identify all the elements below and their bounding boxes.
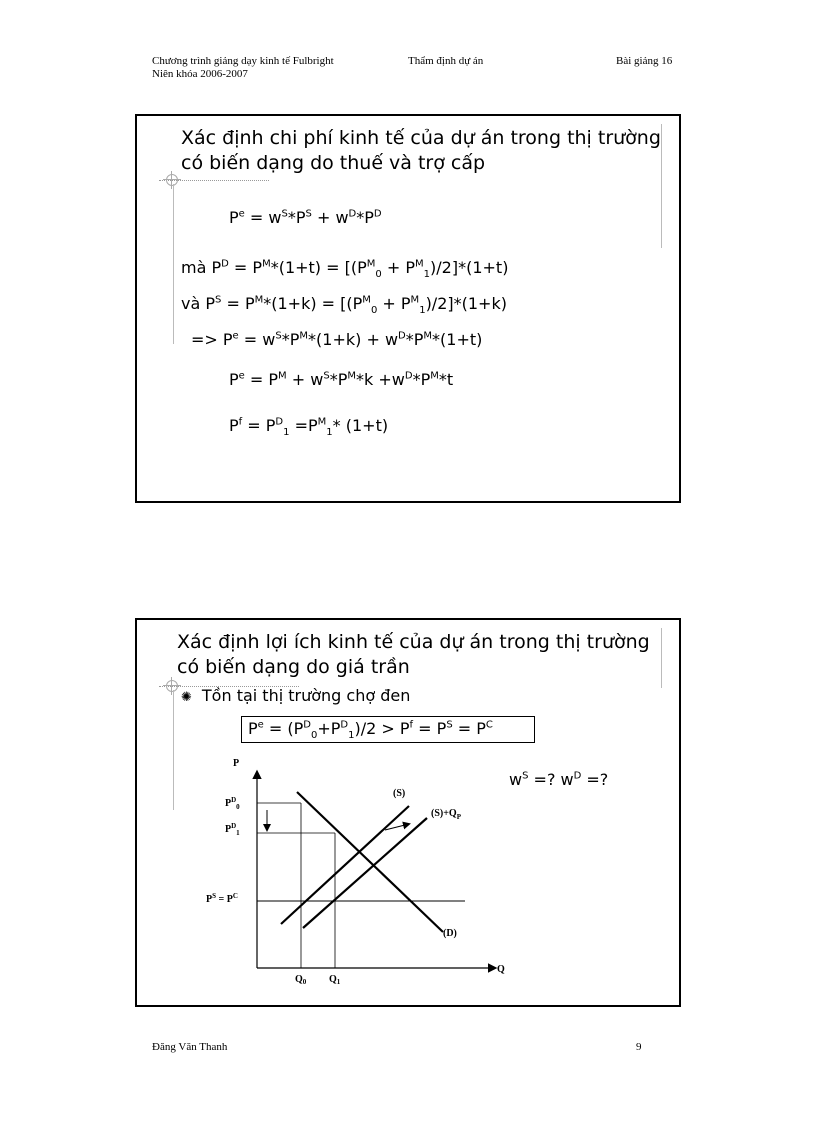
y-axis-label: P xyxy=(233,758,240,769)
page-number: 9 xyxy=(636,1041,642,1053)
weights-question: $w^S$ =? $w^D$ =? xyxy=(509,770,609,789)
slide-1-title xyxy=(181,126,661,176)
supply-curve xyxy=(281,806,409,924)
q0-label: $Q_0$ xyxy=(295,974,307,986)
equation-pe: $P^e = w^S*P^S + w^D*P^D$ xyxy=(229,208,382,227)
header-lecture: Bài giảng 16 xyxy=(616,55,673,67)
supply-shifted-curve xyxy=(303,818,427,928)
title-line: có biến dạng do thuế và trợ cấp xyxy=(181,152,486,174)
title-line: Xác định chi phí kinh tế của dự án trong thị trường xyxy=(181,127,661,149)
demand-label: (D) xyxy=(443,928,457,939)
crosshair-icon xyxy=(166,174,178,186)
equation-ps: và $P^S = P^M*(1+k) = [(P^M_0 + P^M_1)/2]*(1+k)$ xyxy=(181,294,507,317)
price-ceiling-diagram xyxy=(197,750,517,990)
equation-pe-derived: => $P^e = w^S*P^M*(1+k) + w^D*P^M*(1+t)$ xyxy=(191,330,483,349)
title-line: Xác định lợi ích kinh tế của dự án trong thị trường xyxy=(177,631,650,653)
slide-2-title xyxy=(177,630,650,680)
decorative-rule xyxy=(173,690,174,810)
demand-curve xyxy=(297,792,443,932)
footer-author: Đăng Văn Thanh xyxy=(152,1041,228,1053)
ps-pc-label: $P^S = P^C$ xyxy=(206,892,238,905)
supply-label: (S) xyxy=(393,788,406,799)
header-course: Chương trình giảng dạy kinh tế Fulbright xyxy=(152,55,334,67)
equation-pd: mà $P^D = P^M*(1+t) = [(P^M_0 + P^M_1)/2]*(1+t)$ xyxy=(181,258,509,281)
pd0-label: $P^D_0$ xyxy=(225,796,240,811)
slide-1 xyxy=(135,114,681,503)
decorative-rule xyxy=(661,124,662,248)
crosshair-icon xyxy=(166,680,178,692)
bullet-item: ✺ Tồn tại thị trường chợ đen xyxy=(181,686,411,705)
header-year: Niên khóa 2006-2007 xyxy=(152,68,248,80)
bullet-icon: ✺ xyxy=(181,690,192,705)
equation-pf: $P^f = P^D_1 =P^M_1*$ (1+t) xyxy=(229,416,389,439)
q1-label: $Q_1$ xyxy=(329,974,341,986)
decorative-rule xyxy=(661,628,662,688)
x-axis-label: Q xyxy=(497,964,505,975)
decorative-rule xyxy=(173,184,174,344)
header-subject: Thẩm định dự án xyxy=(408,55,484,67)
slide-2 xyxy=(135,618,681,1007)
boxed-equation: $P^e = (P^D_0+P^D_1)/2 > P^f = P^S = P^C$ xyxy=(241,716,535,743)
pd1-label: $P^D_1$ xyxy=(225,822,240,837)
title-line: có biến dạng do giá trần xyxy=(177,656,410,678)
supply-shift-label: $(S)+Q_P$ xyxy=(431,808,461,821)
equation-pe-simplified: $P^e = P^M + w^S*P^M*k +w^D*P^M*t$ xyxy=(229,370,454,389)
